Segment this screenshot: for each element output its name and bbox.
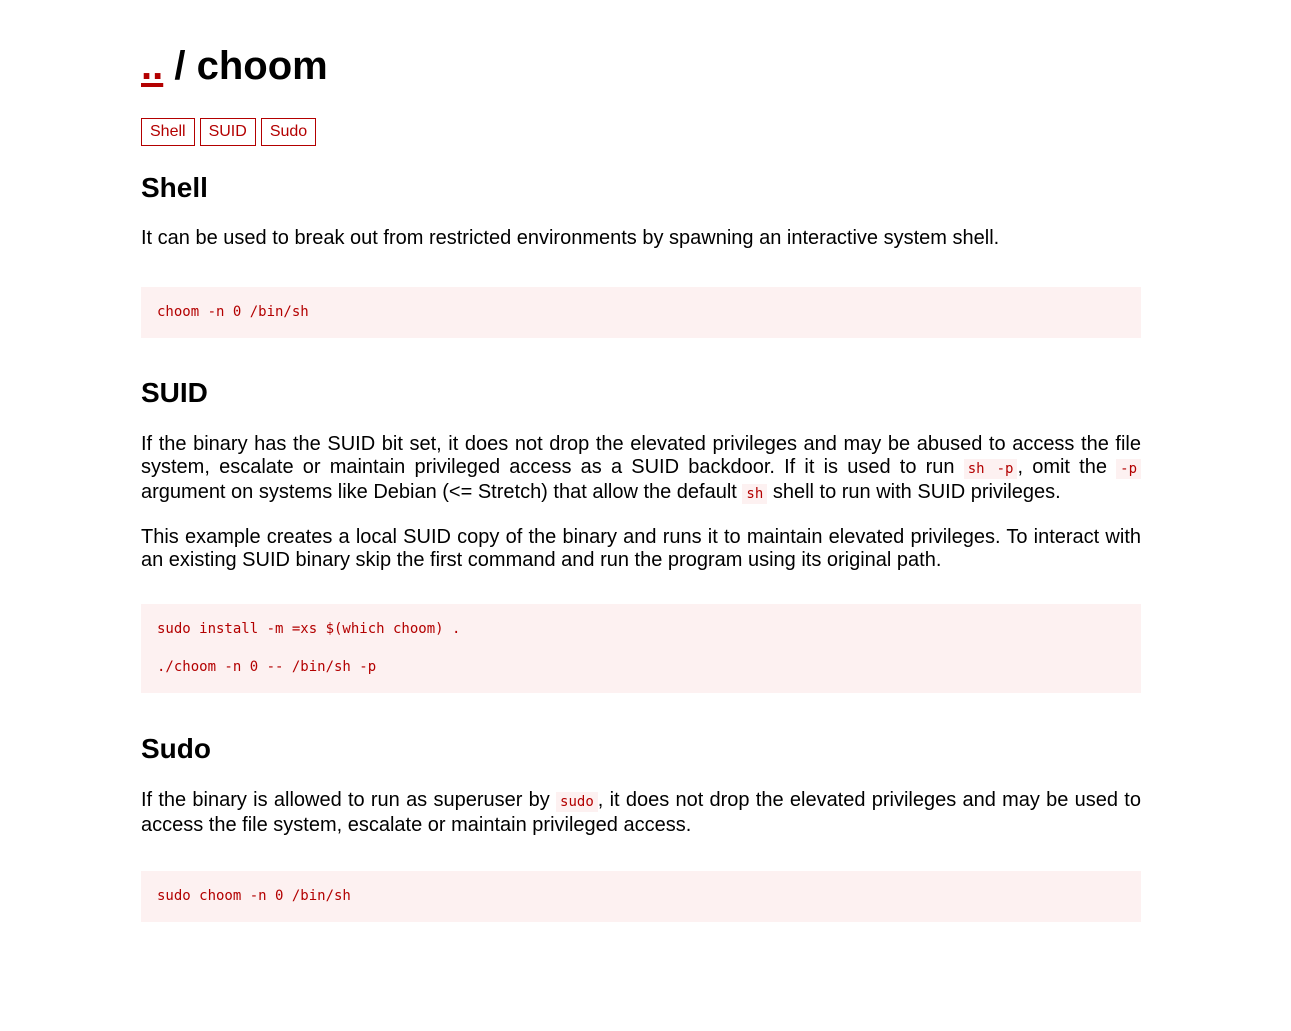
inline-code-sh: sh <box>742 484 767 504</box>
suid-text-part: shell to run with SUID privileges. <box>767 481 1061 503</box>
suid-text-part: If the binary has the SUID bit set, it does not drop the elevated privileges and may be abused to access the file system, escalate or maintain privileged access as a SUID backdoor. If it is used to run <box>141 433 1141 478</box>
suid-paragraph-2: This example creates a local SUID copy of the binary and runs it to maintain elevated privileges. To interact with an existing SUID binary skip the first command and run the program using its original path. <box>141 526 1141 571</box>
function-tags <box>141 118 316 146</box>
page-title <box>141 42 328 90</box>
title-separator: / <box>163 44 197 88</box>
suid-text-part: , omit the <box>1017 456 1117 478</box>
sudo-section <box>141 733 1141 837</box>
suid-section <box>141 377 1141 572</box>
tag-sudo[interactable]: Sudo <box>261 118 316 146</box>
sudo-paragraph-1 <box>141 789 1141 837</box>
shell-section <box>141 172 1141 250</box>
suid-code-line-1: sudo install -m =xs $(which choom) . <box>157 621 461 637</box>
parent-directory-link[interactable]: .. <box>141 44 164 88</box>
sudo-code-block[interactable] <box>141 871 1141 922</box>
suid-code-block[interactable] <box>141 604 1141 693</box>
sudo-code-line: sudo choom -n 0 /bin/sh <box>157 888 351 904</box>
suid-paragraph-1 <box>141 433 1141 506</box>
sudo-text-part: , it does not drop the elevated privileges and may be used to access the file system, escalate or maintain privileged access. <box>141 789 1141 836</box>
binary-name: choom <box>196 44 328 88</box>
shell-heading: Shell <box>141 172 208 203</box>
tag-shell[interactable]: Shell <box>141 118 195 146</box>
suid-heading: SUID <box>141 377 208 408</box>
inline-code-p-flag: -p <box>1116 459 1141 479</box>
suid-text-part: argument on systems like Debian (<= Stretch) that allow the default <box>141 481 743 503</box>
sudo-text-part: If the binary is allowed to run as superuser by <box>141 789 557 811</box>
inline-code-sudo: sudo <box>556 792 598 812</box>
shell-code-line: choom -n 0 /bin/sh <box>157 304 309 320</box>
shell-description: It can be used to break out from restricted environments by spawning an interactive system shell. <box>141 227 1000 249</box>
suid-code-line-2: ./choom -n 0 -- /bin/sh -p <box>157 659 377 675</box>
inline-code-sh-p: sh -p <box>964 459 1018 479</box>
shell-code-block[interactable] <box>141 287 1141 338</box>
sudo-heading: Sudo <box>141 733 211 764</box>
tag-suid[interactable]: SUID <box>200 118 256 146</box>
